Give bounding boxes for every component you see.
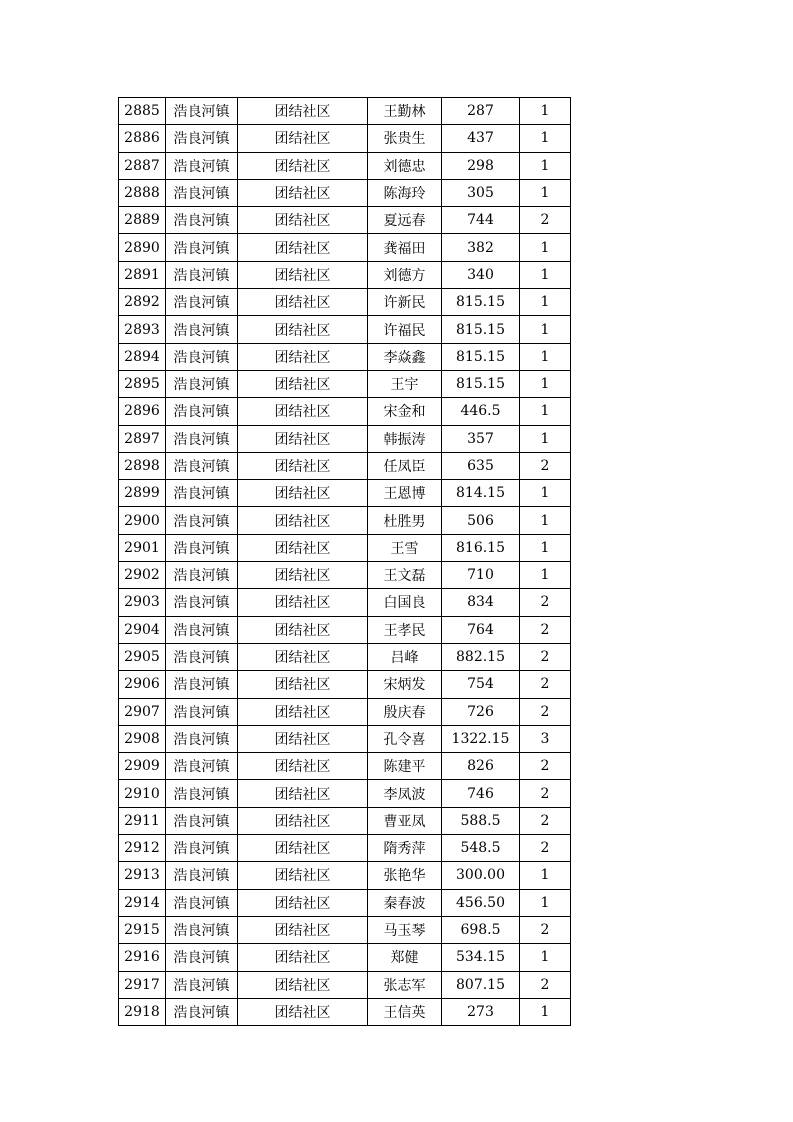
amount-cell: 534.15 bbox=[442, 944, 520, 971]
name-cell: 韩振涛 bbox=[368, 425, 442, 452]
town-cell: 浩良河镇 bbox=[166, 835, 238, 862]
amount-cell: 816.15 bbox=[442, 534, 520, 561]
table-row bbox=[119, 452, 571, 479]
name-cell: 曹亚凤 bbox=[368, 807, 442, 834]
amount-cell: 357 bbox=[442, 425, 520, 452]
amount-cell: 437 bbox=[442, 125, 520, 152]
town-cell: 浩良河镇 bbox=[166, 916, 238, 943]
table-row bbox=[119, 835, 571, 862]
name-cell: 张志军 bbox=[368, 971, 442, 998]
count-cell: 2 bbox=[520, 643, 571, 670]
table-row bbox=[119, 807, 571, 834]
row-number-cell: 2896 bbox=[119, 398, 166, 425]
town-cell: 浩良河镇 bbox=[166, 398, 238, 425]
community-cell: 团结社区 bbox=[238, 370, 368, 397]
row-number-cell: 2898 bbox=[119, 452, 166, 479]
name-cell: 龚福田 bbox=[368, 234, 442, 261]
row-number-cell: 2890 bbox=[119, 234, 166, 261]
amount-cell: 548.5 bbox=[442, 835, 520, 862]
amount-cell: 588.5 bbox=[442, 807, 520, 834]
table-row bbox=[119, 562, 571, 589]
count-cell: 1 bbox=[520, 125, 571, 152]
count-cell: 1 bbox=[520, 343, 571, 370]
amount-cell: 834 bbox=[442, 589, 520, 616]
table-row bbox=[119, 370, 571, 397]
amount-cell: 273 bbox=[442, 998, 520, 1025]
name-cell: 王勤林 bbox=[368, 98, 442, 125]
count-cell: 1 bbox=[520, 398, 571, 425]
table-body bbox=[119, 98, 571, 1026]
row-number-cell: 2906 bbox=[119, 671, 166, 698]
table-row bbox=[119, 289, 571, 316]
name-cell: 陈海玲 bbox=[368, 179, 442, 206]
row-number-cell: 2897 bbox=[119, 425, 166, 452]
community-cell: 团结社区 bbox=[238, 916, 368, 943]
town-cell: 浩良河镇 bbox=[166, 562, 238, 589]
town-cell: 浩良河镇 bbox=[166, 261, 238, 288]
town-cell: 浩良河镇 bbox=[166, 207, 238, 234]
town-cell: 浩良河镇 bbox=[166, 944, 238, 971]
row-number-cell: 2901 bbox=[119, 534, 166, 561]
community-cell: 团结社区 bbox=[238, 343, 368, 370]
community-cell: 团结社区 bbox=[238, 234, 368, 261]
name-cell: 李焱鑫 bbox=[368, 343, 442, 370]
town-cell: 浩良河镇 bbox=[166, 98, 238, 125]
row-number-cell: 2900 bbox=[119, 507, 166, 534]
town-cell: 浩良河镇 bbox=[166, 589, 238, 616]
table-row bbox=[119, 944, 571, 971]
table-row bbox=[119, 616, 571, 643]
amount-cell: 305 bbox=[442, 179, 520, 206]
town-cell: 浩良河镇 bbox=[166, 152, 238, 179]
row-number-cell: 2913 bbox=[119, 862, 166, 889]
community-cell: 团结社区 bbox=[238, 753, 368, 780]
name-cell: 夏远春 bbox=[368, 207, 442, 234]
count-cell: 2 bbox=[520, 207, 571, 234]
count-cell: 3 bbox=[520, 725, 571, 752]
count-cell: 1 bbox=[520, 316, 571, 343]
count-cell: 1 bbox=[520, 289, 571, 316]
community-cell: 团结社区 bbox=[238, 152, 368, 179]
community-cell: 团结社区 bbox=[238, 862, 368, 889]
amount-cell: 710 bbox=[442, 562, 520, 589]
data-table bbox=[118, 97, 571, 1026]
town-cell: 浩良河镇 bbox=[166, 862, 238, 889]
town-cell: 浩良河镇 bbox=[166, 234, 238, 261]
name-cell: 郑健 bbox=[368, 944, 442, 971]
count-cell: 2 bbox=[520, 807, 571, 834]
community-cell: 团结社区 bbox=[238, 616, 368, 643]
row-number-cell: 2912 bbox=[119, 835, 166, 862]
count-cell: 1 bbox=[520, 562, 571, 589]
count-cell: 1 bbox=[520, 152, 571, 179]
table-row bbox=[119, 589, 571, 616]
count-cell: 1 bbox=[520, 944, 571, 971]
amount-cell: 826 bbox=[442, 753, 520, 780]
name-cell: 殷庆春 bbox=[368, 698, 442, 725]
table-row bbox=[119, 343, 571, 370]
town-cell: 浩良河镇 bbox=[166, 807, 238, 834]
name-cell: 许新民 bbox=[368, 289, 442, 316]
row-number-cell: 2918 bbox=[119, 998, 166, 1025]
community-cell: 团结社区 bbox=[238, 98, 368, 125]
amount-cell: 635 bbox=[442, 452, 520, 479]
name-cell: 王雪 bbox=[368, 534, 442, 561]
town-cell: 浩良河镇 bbox=[166, 452, 238, 479]
name-cell: 王宇 bbox=[368, 370, 442, 397]
table-row bbox=[119, 207, 571, 234]
town-cell: 浩良河镇 bbox=[166, 725, 238, 752]
table-row bbox=[119, 998, 571, 1025]
community-cell: 团结社区 bbox=[238, 725, 368, 752]
count-cell: 2 bbox=[520, 698, 571, 725]
amount-cell: 506 bbox=[442, 507, 520, 534]
row-number-cell: 2899 bbox=[119, 480, 166, 507]
amount-cell: 726 bbox=[442, 698, 520, 725]
row-number-cell: 2904 bbox=[119, 616, 166, 643]
town-cell: 浩良河镇 bbox=[166, 616, 238, 643]
community-cell: 团结社区 bbox=[238, 425, 368, 452]
count-cell: 1 bbox=[520, 480, 571, 507]
community-cell: 团结社区 bbox=[238, 807, 368, 834]
table-row bbox=[119, 179, 571, 206]
name-cell: 白国良 bbox=[368, 589, 442, 616]
row-number-cell: 2891 bbox=[119, 261, 166, 288]
amount-cell: 764 bbox=[442, 616, 520, 643]
community-cell: 团结社区 bbox=[238, 643, 368, 670]
town-cell: 浩良河镇 bbox=[166, 425, 238, 452]
amount-cell: 340 bbox=[442, 261, 520, 288]
table-row bbox=[119, 398, 571, 425]
name-cell: 王恩博 bbox=[368, 480, 442, 507]
amount-cell: 744 bbox=[442, 207, 520, 234]
table-row bbox=[119, 753, 571, 780]
community-cell: 团结社区 bbox=[238, 480, 368, 507]
table-row bbox=[119, 152, 571, 179]
count-cell: 2 bbox=[520, 780, 571, 807]
name-cell: 李凤波 bbox=[368, 780, 442, 807]
row-number-cell: 2888 bbox=[119, 179, 166, 206]
name-cell: 张贵生 bbox=[368, 125, 442, 152]
row-number-cell: 2917 bbox=[119, 971, 166, 998]
community-cell: 团结社区 bbox=[238, 698, 368, 725]
community-cell: 团结社区 bbox=[238, 671, 368, 698]
row-number-cell: 2895 bbox=[119, 370, 166, 397]
community-cell: 团结社区 bbox=[238, 179, 368, 206]
count-cell: 1 bbox=[520, 998, 571, 1025]
town-cell: 浩良河镇 bbox=[166, 643, 238, 670]
row-number-cell: 2903 bbox=[119, 589, 166, 616]
town-cell: 浩良河镇 bbox=[166, 289, 238, 316]
table-row bbox=[119, 507, 571, 534]
count-cell: 1 bbox=[520, 98, 571, 125]
name-cell: 王文磊 bbox=[368, 562, 442, 589]
amount-cell: 807.15 bbox=[442, 971, 520, 998]
town-cell: 浩良河镇 bbox=[166, 998, 238, 1025]
count-cell: 2 bbox=[520, 589, 571, 616]
name-cell: 王孝民 bbox=[368, 616, 442, 643]
name-cell: 杜胜男 bbox=[368, 507, 442, 534]
table-row bbox=[119, 316, 571, 343]
community-cell: 团结社区 bbox=[238, 944, 368, 971]
community-cell: 团结社区 bbox=[238, 562, 368, 589]
row-number-cell: 2916 bbox=[119, 944, 166, 971]
town-cell: 浩良河镇 bbox=[166, 125, 238, 152]
town-cell: 浩良河镇 bbox=[166, 370, 238, 397]
table-row bbox=[119, 234, 571, 261]
count-cell: 1 bbox=[520, 370, 571, 397]
amount-cell: 815.15 bbox=[442, 289, 520, 316]
row-number-cell: 2915 bbox=[119, 916, 166, 943]
amount-cell: 1322.15 bbox=[442, 725, 520, 752]
row-number-cell: 2905 bbox=[119, 643, 166, 670]
row-number-cell: 2909 bbox=[119, 753, 166, 780]
amount-cell: 815.15 bbox=[442, 343, 520, 370]
community-cell: 团结社区 bbox=[238, 398, 368, 425]
town-cell: 浩良河镇 bbox=[166, 480, 238, 507]
community-cell: 团结社区 bbox=[238, 289, 368, 316]
community-cell: 团结社区 bbox=[238, 534, 368, 561]
row-number-cell: 2889 bbox=[119, 207, 166, 234]
table-row bbox=[119, 671, 571, 698]
town-cell: 浩良河镇 bbox=[166, 534, 238, 561]
town-cell: 浩良河镇 bbox=[166, 507, 238, 534]
community-cell: 团结社区 bbox=[238, 971, 368, 998]
table-row bbox=[119, 862, 571, 889]
town-cell: 浩良河镇 bbox=[166, 971, 238, 998]
community-cell: 团结社区 bbox=[238, 207, 368, 234]
name-cell: 刘德方 bbox=[368, 261, 442, 288]
community-cell: 团结社区 bbox=[238, 835, 368, 862]
amount-cell: 882.15 bbox=[442, 643, 520, 670]
town-cell: 浩良河镇 bbox=[166, 671, 238, 698]
name-cell: 王信英 bbox=[368, 998, 442, 1025]
amount-cell: 287 bbox=[442, 98, 520, 125]
row-number-cell: 2894 bbox=[119, 343, 166, 370]
name-cell: 张艳华 bbox=[368, 862, 442, 889]
count-cell: 2 bbox=[520, 916, 571, 943]
count-cell: 2 bbox=[520, 753, 571, 780]
name-cell: 宋炳发 bbox=[368, 671, 442, 698]
name-cell: 陈建平 bbox=[368, 753, 442, 780]
community-cell: 团结社区 bbox=[238, 316, 368, 343]
amount-cell: 814.15 bbox=[442, 480, 520, 507]
name-cell: 宋金和 bbox=[368, 398, 442, 425]
amount-cell: 746 bbox=[442, 780, 520, 807]
name-cell: 刘德忠 bbox=[368, 152, 442, 179]
town-cell: 浩良河镇 bbox=[166, 316, 238, 343]
table-row bbox=[119, 534, 571, 561]
name-cell: 许福民 bbox=[368, 316, 442, 343]
count-cell: 2 bbox=[520, 835, 571, 862]
amount-cell: 698.5 bbox=[442, 916, 520, 943]
row-number-cell: 2886 bbox=[119, 125, 166, 152]
community-cell: 团结社区 bbox=[238, 589, 368, 616]
count-cell: 2 bbox=[520, 971, 571, 998]
community-cell: 团结社区 bbox=[238, 507, 368, 534]
count-cell: 1 bbox=[520, 862, 571, 889]
row-number-cell: 2893 bbox=[119, 316, 166, 343]
row-number-cell: 2910 bbox=[119, 780, 166, 807]
table-row bbox=[119, 480, 571, 507]
row-number-cell: 2908 bbox=[119, 725, 166, 752]
count-cell: 2 bbox=[520, 671, 571, 698]
table-row bbox=[119, 643, 571, 670]
community-cell: 团结社区 bbox=[238, 452, 368, 479]
count-cell: 2 bbox=[520, 616, 571, 643]
count-cell: 1 bbox=[520, 507, 571, 534]
amount-cell: 815.15 bbox=[442, 316, 520, 343]
name-cell: 吕峰 bbox=[368, 643, 442, 670]
community-cell: 团结社区 bbox=[238, 261, 368, 288]
count-cell: 1 bbox=[520, 261, 571, 288]
amount-cell: 300.00 bbox=[442, 862, 520, 889]
community-cell: 团结社区 bbox=[238, 889, 368, 916]
row-number-cell: 2887 bbox=[119, 152, 166, 179]
amount-cell: 754 bbox=[442, 671, 520, 698]
table-row bbox=[119, 98, 571, 125]
town-cell: 浩良河镇 bbox=[166, 179, 238, 206]
row-number-cell: 2885 bbox=[119, 98, 166, 125]
name-cell: 孔令喜 bbox=[368, 725, 442, 752]
amount-cell: 456.50 bbox=[442, 889, 520, 916]
count-cell: 1 bbox=[520, 425, 571, 452]
table-row bbox=[119, 725, 571, 752]
name-cell: 马玉琴 bbox=[368, 916, 442, 943]
count-cell: 1 bbox=[520, 534, 571, 561]
name-cell: 秦春波 bbox=[368, 889, 442, 916]
count-cell: 1 bbox=[520, 234, 571, 261]
row-number-cell: 2914 bbox=[119, 889, 166, 916]
row-number-cell: 2892 bbox=[119, 289, 166, 316]
table-row bbox=[119, 780, 571, 807]
row-number-cell: 2907 bbox=[119, 698, 166, 725]
row-number-cell: 2911 bbox=[119, 807, 166, 834]
town-cell: 浩良河镇 bbox=[166, 889, 238, 916]
town-cell: 浩良河镇 bbox=[166, 698, 238, 725]
table-row bbox=[119, 425, 571, 452]
table-row bbox=[119, 261, 571, 288]
community-cell: 团结社区 bbox=[238, 125, 368, 152]
table-row bbox=[119, 971, 571, 998]
row-number-cell: 2902 bbox=[119, 562, 166, 589]
town-cell: 浩良河镇 bbox=[166, 343, 238, 370]
count-cell: 1 bbox=[520, 889, 571, 916]
amount-cell: 446.5 bbox=[442, 398, 520, 425]
town-cell: 浩良河镇 bbox=[166, 780, 238, 807]
town-cell: 浩良河镇 bbox=[166, 753, 238, 780]
amount-cell: 815.15 bbox=[442, 370, 520, 397]
amount-cell: 382 bbox=[442, 234, 520, 261]
count-cell: 1 bbox=[520, 179, 571, 206]
name-cell: 任凤臣 bbox=[368, 452, 442, 479]
table-row bbox=[119, 916, 571, 943]
community-cell: 团结社区 bbox=[238, 780, 368, 807]
table-row bbox=[119, 889, 571, 916]
amount-cell: 298 bbox=[442, 152, 520, 179]
name-cell: 隋秀萍 bbox=[368, 835, 442, 862]
table-row bbox=[119, 125, 571, 152]
count-cell: 2 bbox=[520, 452, 571, 479]
table-row bbox=[119, 698, 571, 725]
community-cell: 团结社区 bbox=[238, 998, 368, 1025]
